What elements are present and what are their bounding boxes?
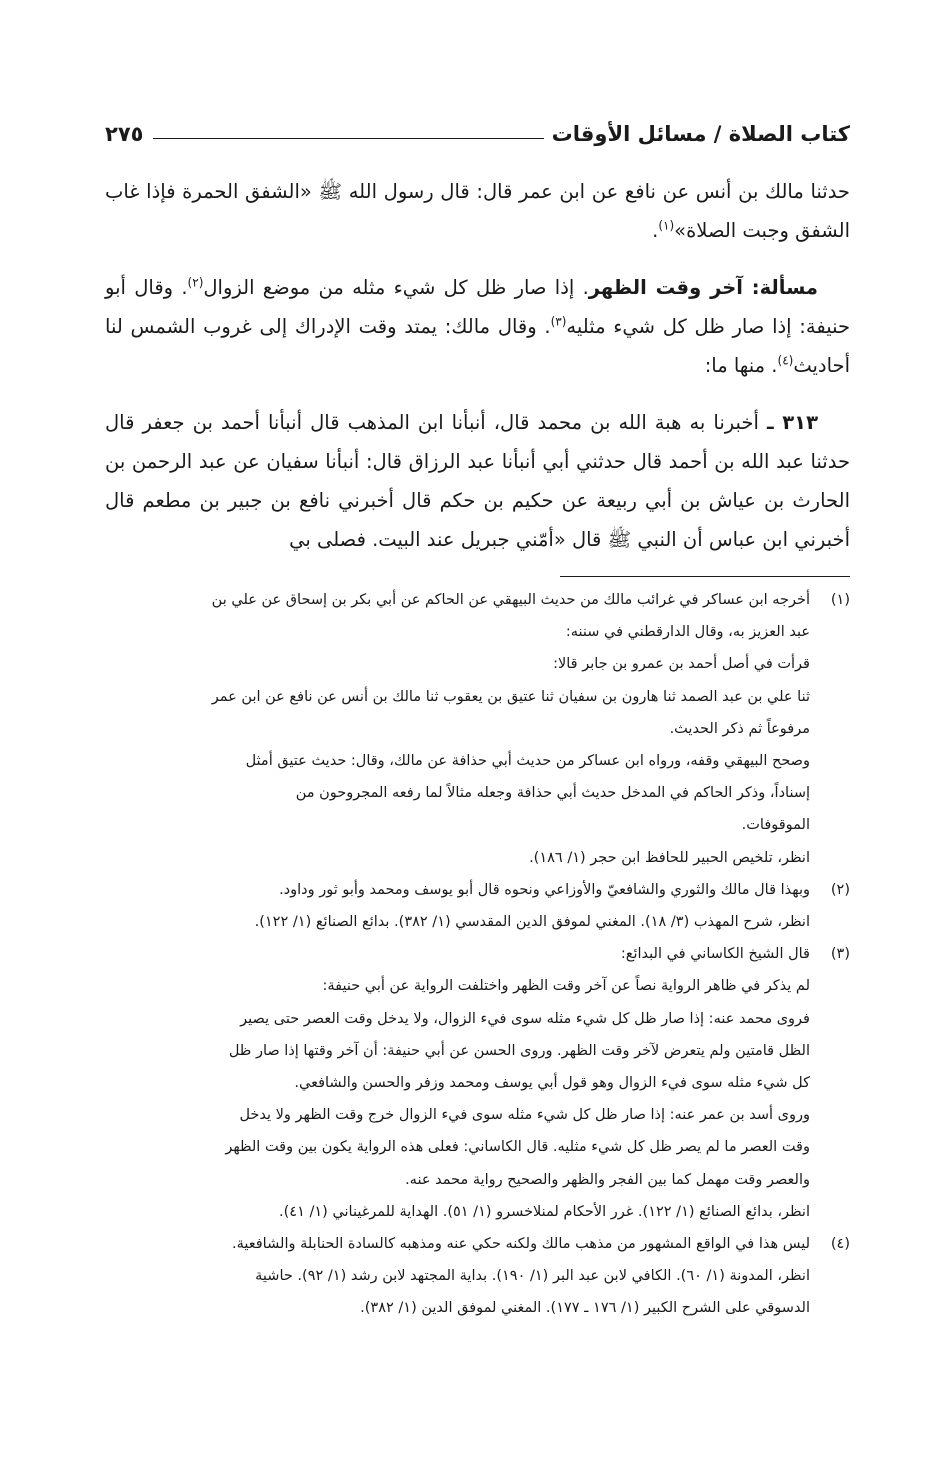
footnote-separator	[560, 576, 850, 577]
footnote-number: (٤)	[830, 1236, 850, 1253]
footnote-line: قال الشيخ الكاساني في البدائع:	[620, 946, 810, 963]
footnote-number: (٣)	[830, 946, 850, 963]
footnote-line: وروى أسد بن عمر عنه: إذا صار ظل كل شيء مثله سوى فيء الزوال خرج وقت الظهر ولا يدخل	[239, 1107, 810, 1124]
footnote-1	[102, 584, 850, 874]
paragraph-text: حدثنا مالك بن أنس عن نافع عن ابن عمر قال: قال رسول الله ﷺ «الشفق الحمرة فإذا غاب الشفق وجبت الصلاة»	[105, 180, 850, 242]
paragraph-end: .	[652, 219, 659, 242]
footnotes	[102, 584, 850, 1325]
paragraph-text-3: . وقال مالك: يمتد وقت الإدراك إلى غروب الشمس لنا أحاديث	[105, 315, 850, 377]
paragraph-text-4: . منها ما:	[704, 354, 778, 377]
footnote-line: ليس هذا في الواقع المشهور من مذهب مالك ولكنه حكي عنه ومذهبه كالسادة الحنابلة والشافعية.	[231, 1236, 810, 1253]
paragraph-text-1: . إذا صار ظل كل شيء مثله من موضع الزوال	[203, 276, 589, 299]
footnote-ref-3: (٣)	[550, 314, 567, 329]
header-rule	[153, 138, 543, 139]
footnote-line: عبد العزيز به، وقال الدارقطني في سننه:	[565, 624, 810, 641]
footnote-line: إسناداً، وذكر الحاكم في المدخل حديث أبي حذافة وجعله مثالاً لما رفعه المجروحون من	[295, 785, 810, 802]
footnote-ref-1: (١)	[658, 218, 675, 233]
masala-heading: مسألة: آخر وقت الظهر	[588, 276, 818, 299]
header-title: كتاب الصلاة / مسائل الأوقات	[551, 122, 850, 146]
paragraph-hadith-shafaq	[105, 172, 850, 250]
main-text	[105, 172, 850, 559]
footnote-line: الدسوقي على الشرح الكبير (١/ ١٧٦ ـ ١٧٧). المغني لموفق الدين (١/ ٣٨٢).	[360, 1300, 810, 1317]
footnote-line: انظر، بدائع الصنائع (١/ ١٢٢). غرر الأحكام لمنلاخسرو (١/ ٥١). الهداية للمرغيناني (١/ ٤١).	[279, 1203, 810, 1220]
footnote-3	[102, 938, 850, 1228]
footnote-number: (١)	[830, 592, 850, 608]
footnote-line: الظل قامتين ولم يتعرض لآخر وقت الظهر. وروى الحسن عن أبي حنيفة: أن آخر وقتها إذا صار ظل	[228, 1042, 810, 1059]
footnote-line: مرفوعاً ثم ذكر الحديث.	[669, 720, 810, 737]
footnote-line: فروى محمد عنه: إذا صار ظل كل شيء مثله سوى فيء الزوال، ولا يدخل وقت العصر حتى يصير	[240, 1010, 810, 1027]
footnote-line: أخرجه ابن عساكر في غرائب مالك من حديث البيهقي عن الحاكم عن أبي بكر بن إسحاق عن علي بن	[211, 592, 810, 608]
footnote-line: كل شيء مثله سوى فيء الزوال وهو قول أبي يوسف ومحمد وزفر والحسن والشافعي.	[294, 1075, 810, 1092]
footnote-line: ثنا علي بن عبد الصمد ثنا هارون بن سفيان ثنا عتيق بن يعقوب ثنا مالك بن أنس عن نافع عن ابن عمر	[211, 688, 810, 705]
footnote-line: لم يذكر في ظاهر الرواية نصاً عن آخر وقت الظهر واختلفت الرواية عن أبي حنيفة:	[322, 978, 810, 995]
footnote-line: والعصر وقت مهمل كما بين الفجر والظهر والصحيح رواية محمد عنه.	[405, 1171, 810, 1188]
footnote-line: وبهذا قال مالك والثوري والشافعيّ والأوزاعي ونحوه قال أبو يوسف ومحمد وأبو ثور وداود.	[279, 881, 810, 898]
footnote-line: انظر، تلخيص الحبير للحافظ ابن حجر (١/ ١٨٦).	[529, 849, 810, 866]
paragraph-text-2: . وقال أبو حنيفة: إذا صار ظل كل شيء مثليه	[105, 276, 851, 338]
footnote-ref-2: (٢)	[187, 275, 204, 290]
footnote-line: قرأت في أصل أحمد بن عمرو بن جابر قالا:	[553, 656, 810, 673]
paragraph-text: أخبرنا به هبة الله بن محمد قال، أنبأنا ابن المذهب قال أنبأنا أحمد بن جعفر قال حدثنا عبد الله بن أحمد قال حدثني أبي أنبأنا عبد الرزاق قال: أنبأنا سفيان عن عبد الرحمن بن الحارث بن عياش بن أبي ربيعة عن حكيم بن حكم قال أخبرني نافع بن جبير بن مطعم قال أخبرني ابن عباس أن النبي ﷺ قال «أمّني جبريل عند البيت. فصلى بي	[105, 411, 850, 551]
footnote-4	[102, 1228, 850, 1325]
hadith-number: ٣١٣ ـ	[766, 411, 818, 434]
footnote-2	[102, 874, 850, 938]
footnote-line: وقت العصر ما لم يصر ظل كل شيء مثليه. قال الكاساني: فعلى هذه الرواية يكون بين وقت الظهر	[225, 1139, 810, 1156]
footnote-line: انظر، شرح المهذب (٣/ ١٨). المغني لموفق الدين المقدسي (١/ ٣٨٢). بدائع الصنائع (١/ ١٢٢).	[254, 914, 810, 931]
footnote-line: انظر، المدونة (١/ ٦٠). الكافي لابن عبد البر (١/ ١٩٠). بداية المجتهد لابن رشد (١/ ٩٢). حاشية	[255, 1268, 810, 1285]
paragraph-masala-zuhr	[105, 268, 850, 385]
footnote-line: الموقوفات.	[741, 817, 810, 834]
running-header	[105, 112, 850, 146]
footnote-line: وصحح البيهقي وقفه، ورواه ابن عساكر من حديث أبي حذافة عن مالك، وقال: حديث عتيق أمثل	[245, 753, 810, 770]
page-number: ٢٧٥	[105, 122, 144, 146]
footnote-number: (٢)	[830, 881, 850, 898]
paragraph-hadith-313	[105, 403, 850, 559]
footnote-ref-4: (٤)	[777, 353, 794, 368]
